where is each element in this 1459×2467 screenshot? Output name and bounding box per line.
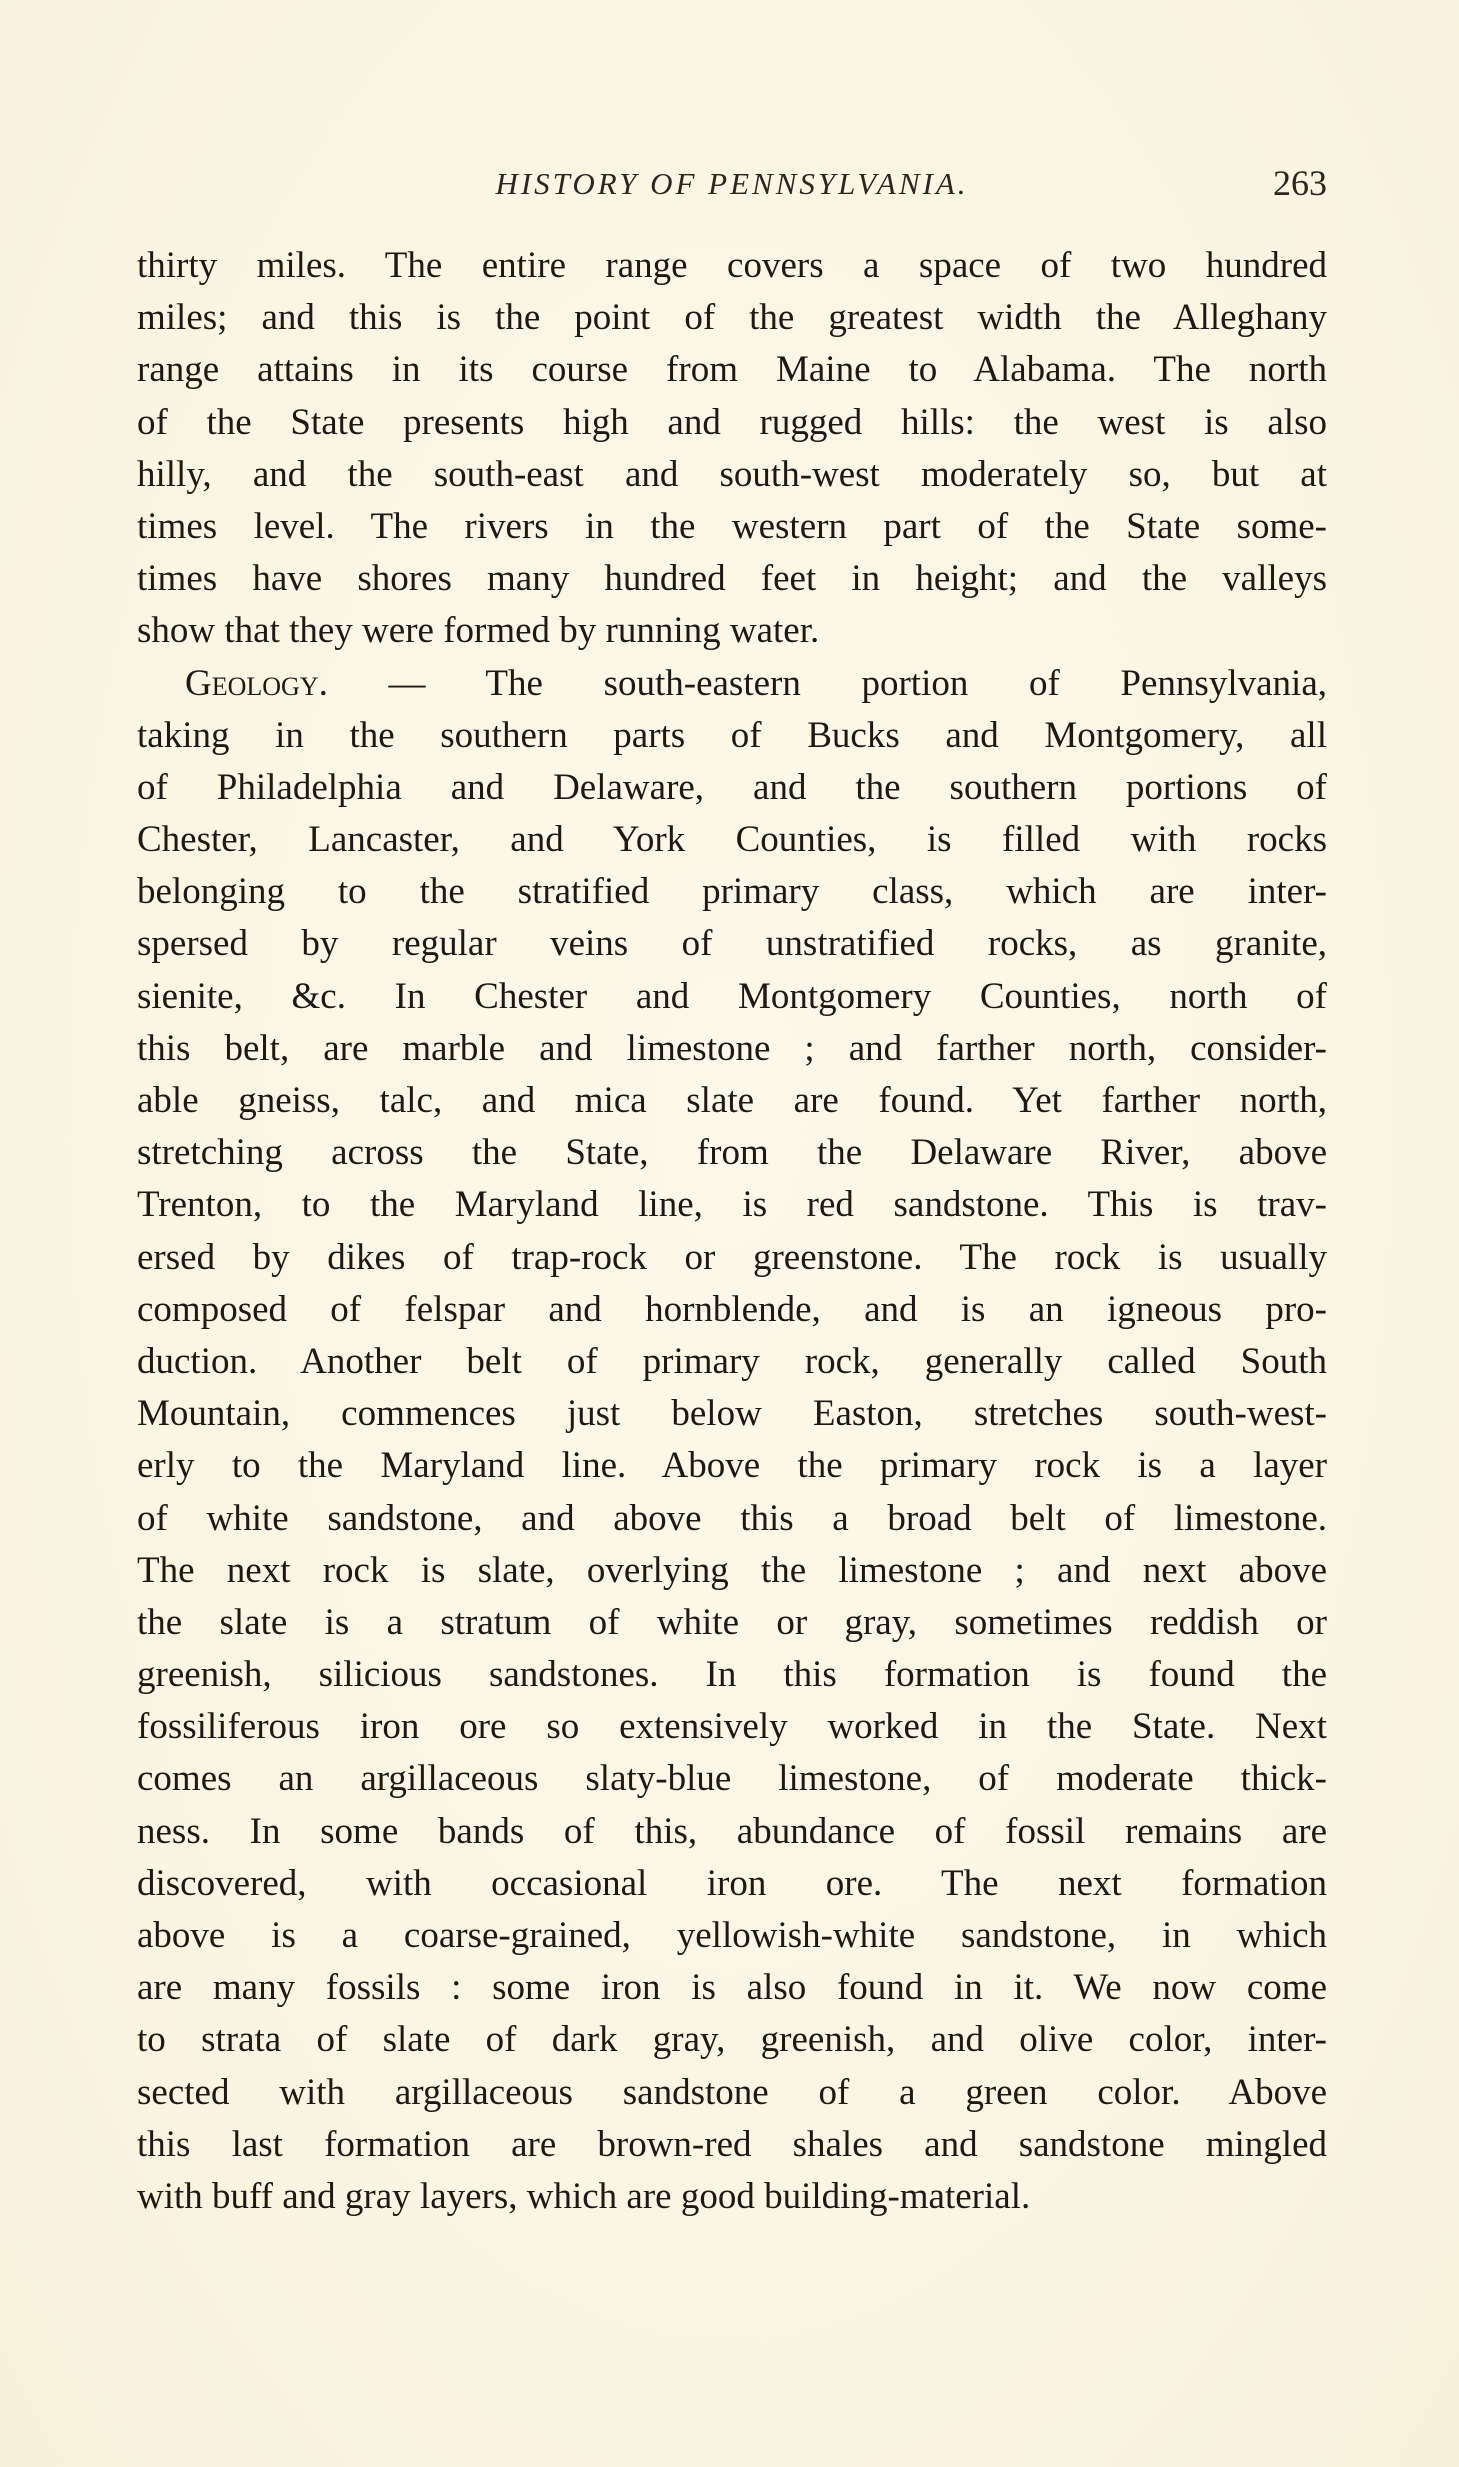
text-line: comes an argillaceous slaty-blue limestone, of moderate thick-	[137, 1758, 1327, 1800]
text-line: taking in the southern parts of Bucks and Montgomery, all	[137, 714, 1327, 756]
text-line: miles; and this is the point of the greatest width the Alleghany	[137, 297, 1327, 339]
text-line: greenish, silicious sandstones. In this formation is found the	[137, 1654, 1327, 1696]
text-line: times level. The rivers in the western part of the State some-	[137, 505, 1327, 547]
text-line: spersed by regular veins of unstratified rocks, as granite,	[137, 923, 1327, 965]
text-line: discovered, with occasional iron ore. The next formation	[137, 1862, 1327, 1904]
section-heading-geology: Geology.	[185, 662, 328, 704]
text-line: belonging to the stratified primary class, which are inter-	[137, 871, 1327, 913]
text-line: sected with argillaceous sandstone of a green color. Above	[137, 2071, 1327, 2113]
text-line: sienite, &c. In Chester and Montgomery Counties, north of	[137, 975, 1327, 1017]
text-line: erly to the Maryland line. Above the primary rock is a layer	[137, 1445, 1327, 1487]
text-line: stretching across the State, from the Delaware River, above	[137, 1132, 1327, 1174]
running-head	[137, 160, 1327, 210]
text-line: ness. In some bands of this, abundance of fossil remains are	[137, 1810, 1327, 1852]
text-segment: — The south-eastern portion of Pennsylvania,	[327, 662, 1327, 704]
body-text	[137, 240, 1327, 2223]
text-line: hilly, and the south-east and south-west moderately so, but at	[137, 453, 1327, 495]
text-line: to strata of slate of dark gray, greenish, and olive color, inter-	[137, 2019, 1327, 2061]
text-line: able gneiss, talc, and mica slate are found. Yet farther north,	[137, 1080, 1327, 1121]
text-line: Chester, Lancaster, and York Counties, is filled with rocks	[137, 819, 1327, 861]
text-line: duction. Another belt of primary rock, generally called South	[137, 1340, 1327, 1382]
text-line: this belt, are marble and limestone ; and farther north, consider-	[137, 1027, 1327, 1069]
text-line: thirty miles. The entire range covers a space of two hundred	[137, 245, 1327, 286]
text-line: times have shores many hundred feet in height; and the valleys	[137, 558, 1327, 600]
text-line: with buff and gray layers, which are good building-material.	[137, 2175, 1031, 2217]
text-line: of the State presents high and rugged hills: the west is also	[137, 401, 1327, 443]
running-title: HISTORY OF PENNSYLVANIA.	[495, 166, 969, 201]
text-line: ersed by dikes of trap-rock or greenstone. The rock is usually	[137, 1236, 1327, 1278]
text-line: of white sandstone, and above this a broad belt of limestone.	[137, 1497, 1327, 1539]
text-line: this last formation are brown-red shales and sandstone mingled	[137, 2123, 1327, 2165]
text-line: The next rock is slate, overlying the limestone ; and next above	[137, 1549, 1327, 1591]
page-number: 263	[1273, 163, 1327, 203]
text-line: fossiliferous iron ore so extensively worked in the State. Next	[137, 1706, 1327, 1748]
paragraph-start-line	[137, 658, 1327, 710]
text-line: the slate is a stratum of white or gray, sometimes reddish or	[137, 1601, 1327, 1643]
text-line: composed of felspar and hornblende, and is an igneous pro-	[137, 1288, 1327, 1330]
text-line: show that they were formed by running water.	[137, 610, 820, 652]
text-line: range attains in its course from Maine to Alabama. The north	[137, 349, 1327, 391]
text-line: Trenton, to the Maryland line, is red sandstone. This is trav-	[137, 1184, 1327, 1226]
text-line: Mountain, commences just below Easton, stretches south-west-	[137, 1393, 1327, 1435]
text-line: above is a coarse-grained, yellowish-white sandstone, in which	[137, 1915, 1327, 1956]
text-line: are many fossils : some iron is also found in it. We now come	[137, 1967, 1327, 2009]
text-line: of Philadelphia and Delaware, and the southern portions of	[137, 766, 1327, 808]
